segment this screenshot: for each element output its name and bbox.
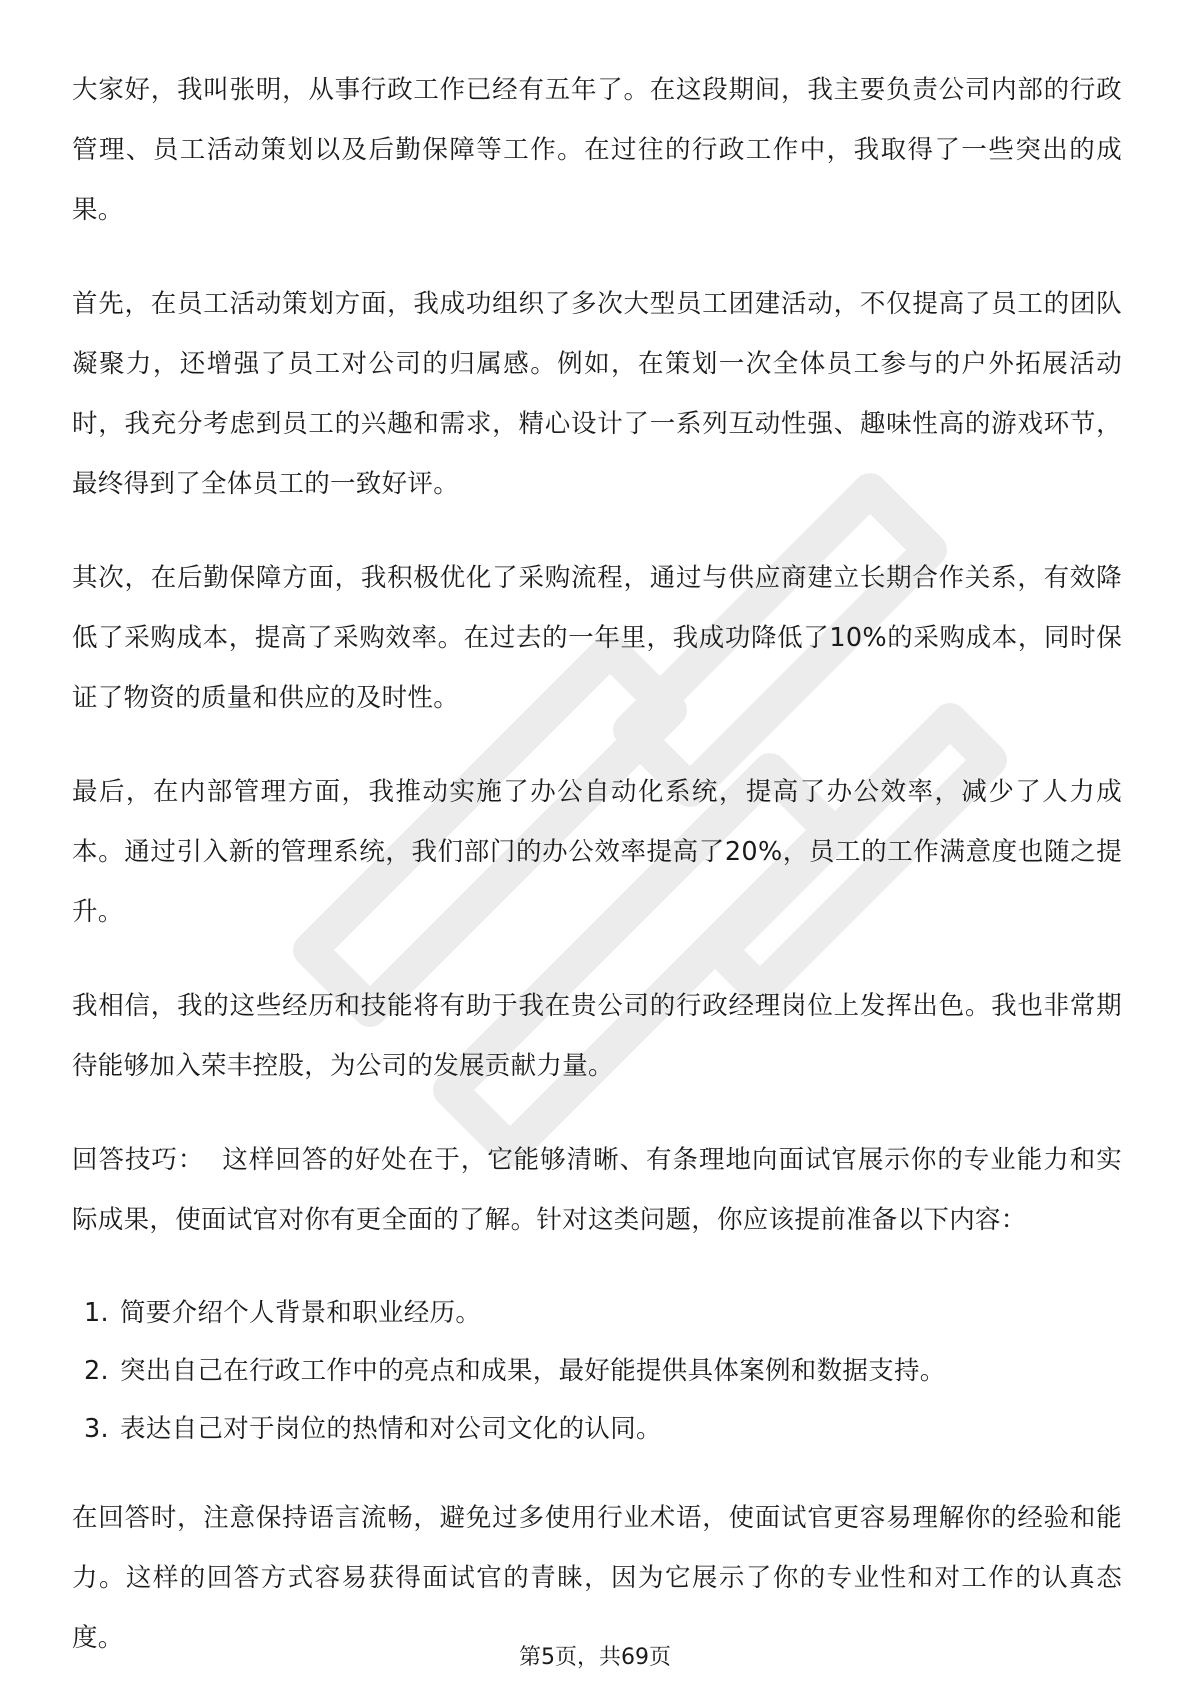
paragraph-logistics: 其次，在后勤保障方面，我积极优化了采购流程，通过与供应商建立长期合作关系，有效降低了采购成本，提高了采购效率。在过去的一年里，我成功降低了10%的采购成本，同时保证了物资的质量和供应的及时性。: [72, 563, 1122, 713]
list-item: [72, 1342, 1122, 1400]
list-item-text: 表达自己对于岗位的热情和对公司文化的认同。: [120, 1414, 662, 1444]
list-item: [72, 1400, 1122, 1458]
page-indicator: 第5页，共69页: [519, 1645, 671, 1670]
paragraph-closing: 在回答时，注意保持语言流畅，避免过多使用行业术语，使面试官更容易理解你的经验和能力。这样的回答方式容易获得面试官的青睐，因为它展示了你的专业性和对工作的认真态度。: [72, 1503, 1122, 1653]
list-item-number: 2.: [84, 1356, 109, 1386]
tips-label: 回答技巧：: [72, 1145, 205, 1175]
list-item-number: 1.: [84, 1298, 109, 1328]
paragraph-intro: 大家好，我叫张明，从事行政工作已经有五年了。在这段期间，我主要负责公司内部的行政管理、员工活动策划以及后勤保障等工作。在过往的行政工作中，我取得了一些突出的成果。: [72, 75, 1122, 225]
list-item-text: 突出自己在行政工作中的亮点和成果，最好能提供具体案例和数据支持。: [120, 1356, 946, 1386]
paragraph-conclusion: 我相信，我的这些经历和技能将有助于我在贵公司的行政经理岗位上发挥出色。我也非常期待能够加入荣丰控股，为公司的发展贡献力量。: [72, 991, 1122, 1081]
tips-text: 这样回答的好处在于，它能够清晰、有条理地向面试官展示你的专业能力和实际成果，使面试官对你有更全面的了解。针对这类问题，你应该提前准备以下内容：: [72, 1145, 1122, 1235]
paragraph-management: 最后，在内部管理方面，我推动实施了办公自动化系统，提高了办公效率，减少了人力成本。通过引入新的管理系统，我们部门的办公效率提高了20%，员工的工作满意度也随之提升。: [72, 777, 1122, 927]
tips-paragraph: [72, 1130, 1122, 1250]
list-item-text: 简要介绍个人背景和职业经历。: [120, 1298, 482, 1328]
document-body: [72, 60, 1122, 1702]
list-item: [72, 1284, 1122, 1342]
tips-list: [72, 1284, 1122, 1458]
list-item-number: 3.: [84, 1414, 109, 1444]
paragraph-activities: 首先，在员工活动策划方面，我成功组织了多次大型员工团建活动，不仅提高了员工的团队凝聚力，还增强了员工对公司的归属感。例如，在策划一次全体员工参与的户外拓展活动时，我充分考虑到员工的兴趣和需求，精心设计了一系列互动性强、趣味性高的游戏环节，最终得到了全体员工的一致好评。: [72, 289, 1122, 499]
